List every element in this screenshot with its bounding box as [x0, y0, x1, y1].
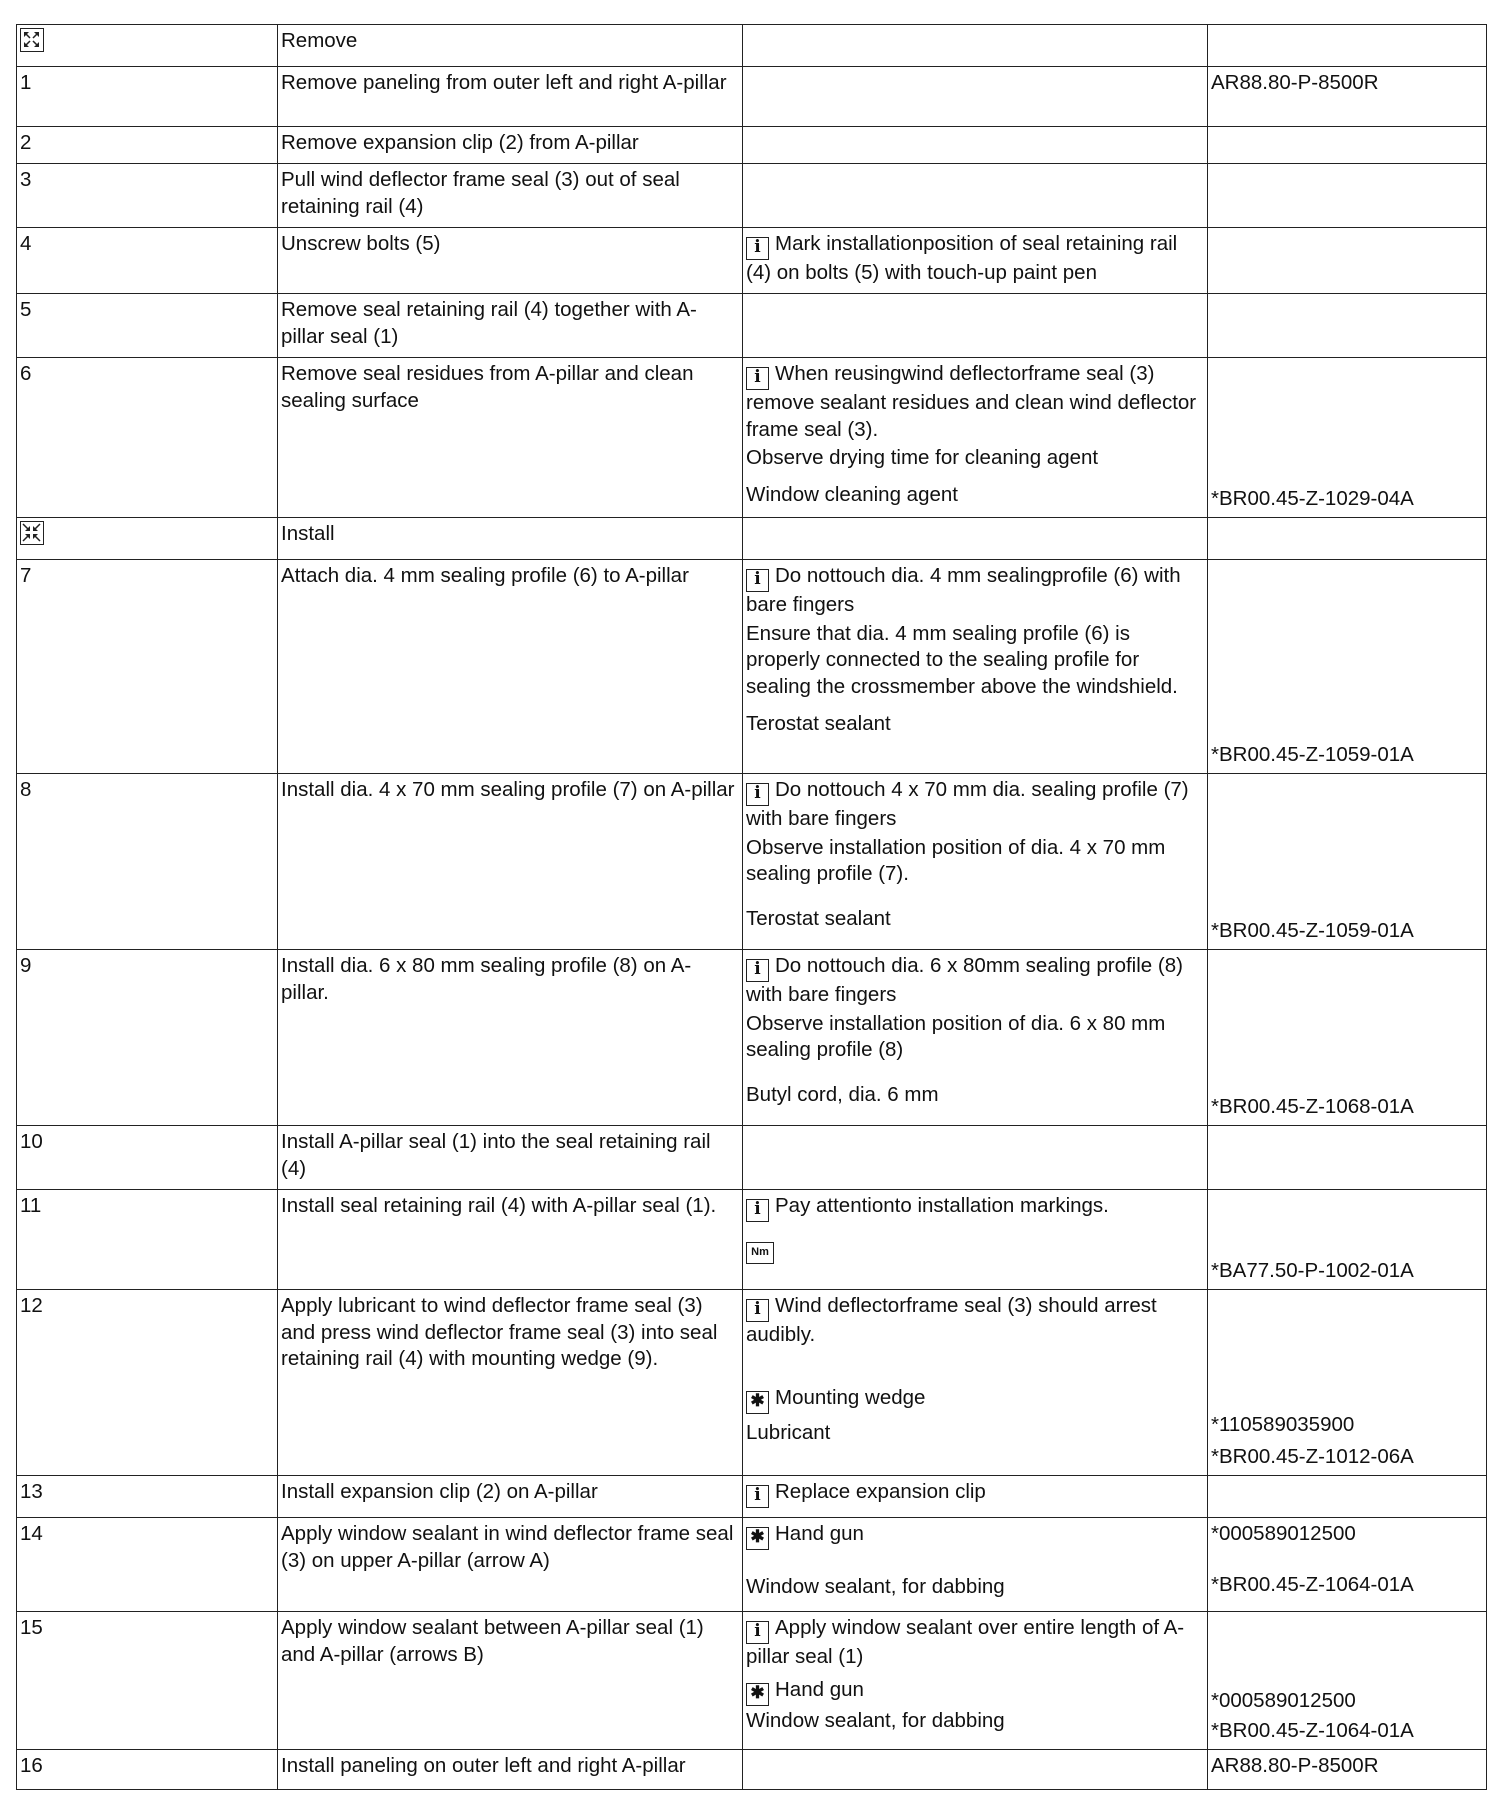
ref-link[interactable]: *000589012500	[1211, 1688, 1356, 1712]
table-row	[17, 25, 1487, 67]
step-cell	[17, 774, 278, 950]
note-text: Window sealant, for dabbing	[746, 1575, 1005, 1598]
notes-cell	[743, 358, 1208, 518]
step-cell	[17, 560, 278, 774]
note-text: Observe installation position of dia. 6 x 80 mm sealing profile (8)	[746, 1011, 1166, 1062]
refs-cell	[1208, 127, 1487, 164]
action-cell	[278, 1612, 743, 1750]
action-text: Remove seal residues from A-pillar and clean sealing surface	[281, 362, 694, 412]
action-text: Install expansion clip (2) on A-pillar	[281, 1480, 598, 1503]
action-cell	[278, 1290, 743, 1476]
note-text: Apply window sealant over entire length of A-pillar seal (1)	[746, 1616, 1185, 1668]
step-number: 10	[20, 1130, 43, 1153]
notes-cell	[743, 1518, 1208, 1612]
notes-cell	[743, 1290, 1208, 1476]
refs-cell	[1208, 67, 1487, 127]
step-number: 14	[20, 1522, 43, 1545]
note-text: Observe installation position of dia. 4 x 70 mm sealing profile (7).	[746, 835, 1166, 886]
procedure-sheet	[16, 24, 1486, 1790]
note-text: Window sealant, for dabbing	[746, 1708, 1005, 1732]
note	[746, 1082, 1204, 1109]
step-cell	[17, 358, 278, 518]
step-cell	[17, 518, 278, 560]
refs-cell	[1208, 294, 1487, 358]
note-text: Window cleaning agent	[746, 482, 958, 506]
action-text: Pull wind deflector frame seal (3) out of seal retaining rail (4)	[281, 168, 680, 218]
action-text: Apply window sealant between A-pillar seal (1) and A-pillar (arrows B)	[281, 1616, 704, 1666]
notes-cell	[743, 127, 1208, 164]
step-cell	[17, 228, 278, 294]
step-cell	[17, 1518, 278, 1612]
notes-cell	[743, 560, 1208, 774]
note-text: Mark installationposition of seal retaining rail (4) on bolts (5) with touch-up paint pen	[746, 232, 1178, 284]
table-row	[17, 950, 1487, 1126]
notes-cell	[743, 950, 1208, 1126]
step-number: 11	[20, 1194, 42, 1217]
action-cell	[278, 560, 743, 774]
action-cell	[278, 1518, 743, 1612]
table-row	[17, 1126, 1487, 1190]
refs-cell	[1208, 560, 1487, 774]
action-cell	[278, 25, 743, 67]
step-number: 2	[20, 131, 32, 154]
table-row	[17, 358, 1487, 518]
action-text: Install	[281, 522, 335, 545]
refs-cell	[1208, 228, 1487, 294]
note-text: Pay attentionto installation markings.	[775, 1194, 1109, 1217]
note-text: Do nottouch dia. 6 x 80mm sealing profile (8) with bare fingers	[746, 954, 1183, 1006]
action-cell	[278, 67, 743, 127]
notes-cell	[743, 25, 1208, 67]
step-number: 15	[20, 1616, 43, 1639]
note	[746, 1385, 1204, 1414]
notes-cell	[743, 1476, 1208, 1518]
note	[746, 1677, 1204, 1706]
refs-cell	[1208, 1518, 1487, 1612]
step-cell	[17, 294, 278, 358]
table-row	[17, 518, 1487, 560]
note	[746, 1420, 1204, 1447]
refs-cell	[1208, 1190, 1487, 1290]
info-icon: i	[746, 783, 769, 806]
action-text: Install dia. 6 x 80 mm sealing profile (8) on A-pillar.	[281, 954, 692, 1004]
action-cell	[278, 950, 743, 1126]
note-text: Mounting wedge	[775, 1385, 926, 1409]
step-cell	[17, 1190, 278, 1290]
action-text: Install A-pillar seal (1) into the seal retaining rail (4)	[281, 1130, 711, 1180]
table-row	[17, 67, 1487, 127]
action-text: Unscrew bolts (5)	[281, 232, 441, 255]
info-icon: i	[746, 569, 769, 592]
step-cell	[17, 1750, 278, 1790]
step-cell	[17, 127, 278, 164]
ref-link[interactable]: *000589012500	[1211, 1522, 1356, 1545]
step-cell	[17, 164, 278, 228]
note	[746, 953, 1204, 1009]
action-text: Attach dia. 4 mm sealing profile (6) to A-pillar	[281, 564, 689, 587]
note-text: Hand gun	[775, 1522, 864, 1545]
action-cell	[278, 1750, 743, 1790]
action-cell	[278, 127, 743, 164]
table-row	[17, 164, 1487, 228]
table-row	[17, 127, 1487, 164]
note	[746, 906, 1204, 933]
action-text: Install seal retaining rail (4) with A-pillar seal (1).	[281, 1194, 717, 1217]
note-text: Hand gun	[775, 1677, 864, 1701]
note	[746, 1479, 1204, 1508]
ref-link[interactable]: *BR00.45-Z-1064-01A	[1211, 1572, 1414, 1596]
step-number: 12	[20, 1294, 43, 1317]
step-cell	[17, 1476, 278, 1518]
ref-link[interactable]: *BR00.45-Z-1059-01A	[1211, 743, 1414, 767]
refs-cell	[1208, 1476, 1487, 1518]
action-text: Remove paneling from outer left and right A-pillar	[281, 71, 727, 94]
notes-cell	[743, 1750, 1208, 1790]
info-icon: i	[746, 959, 769, 982]
special-tool-icon: ✱	[746, 1683, 769, 1706]
table-row	[17, 1190, 1487, 1290]
table-row	[17, 1290, 1487, 1476]
notes-cell	[743, 294, 1208, 358]
step-number: 4	[20, 232, 32, 255]
note	[746, 1011, 1204, 1064]
table-row	[17, 1476, 1487, 1518]
action-cell	[278, 358, 743, 518]
action-cell	[278, 228, 743, 294]
note-text: Butyl cord, dia. 6 mm	[746, 1082, 939, 1106]
note	[746, 1574, 1204, 1601]
note-text: Do nottouch dia. 4 mm sealingprofile (6) with bare fingers	[746, 564, 1181, 616]
refs-cell	[1208, 358, 1487, 518]
refs-cell	[1208, 25, 1487, 67]
step-number: 13	[20, 1480, 43, 1503]
notes-cell	[743, 1190, 1208, 1290]
step-cell	[17, 1290, 278, 1476]
note	[746, 1293, 1204, 1349]
table-row	[17, 1750, 1487, 1790]
action-cell	[278, 518, 743, 560]
ref-link[interactable]: AR88.80-P-8500R	[1211, 1754, 1379, 1777]
refs-cell	[1208, 774, 1487, 950]
action-text: Remove seal retaining rail (4) together with A-pillar seal (1)	[281, 298, 697, 348]
action-text: Apply lubricant to wind deflector frame seal (3) and press wind deflector frame seal (3) into seal retaining rail (4) with mounting wedge (9).	[281, 1294, 718, 1371]
ref-link[interactable]: *BR00.45-Z-1029-04A	[1211, 487, 1414, 511]
step-number: 16	[20, 1754, 43, 1777]
notes-cell	[743, 1612, 1208, 1750]
step-cell	[17, 1126, 278, 1190]
notes-cell	[743, 228, 1208, 294]
info-icon: i	[746, 1299, 769, 1322]
info-icon: i	[746, 1621, 769, 1644]
note	[746, 1521, 1204, 1550]
refs-cell	[1208, 950, 1487, 1126]
action-cell	[278, 1126, 743, 1190]
notes-cell	[743, 518, 1208, 560]
ref-link[interactable]: *110589035900	[1211, 1412, 1355, 1436]
step-number: 8	[20, 778, 32, 801]
step-number: 9	[20, 954, 32, 977]
note	[746, 711, 1204, 738]
action-cell	[278, 774, 743, 950]
special-tool-icon: ✱	[746, 1527, 769, 1550]
info-icon: i	[746, 1485, 769, 1508]
step-number: 1	[20, 71, 32, 94]
table-row	[17, 294, 1487, 358]
step-cell	[17, 1612, 278, 1750]
note	[746, 777, 1204, 833]
action-text: Remove expansion clip (2) from A-pillar	[281, 131, 639, 154]
step-number: 7	[20, 564, 32, 587]
info-icon: i	[746, 237, 769, 260]
step-number: 3	[20, 168, 32, 191]
table-row	[17, 560, 1487, 774]
ref-link[interactable]: *BA77.50-P-1002-01A	[1211, 1259, 1414, 1283]
expand-arrows-icon	[20, 28, 44, 52]
action-cell	[278, 1190, 743, 1290]
refs-cell	[1208, 1290, 1487, 1476]
note	[746, 1193, 1204, 1222]
note-text: Observe drying time for cleaning agent	[746, 446, 1099, 470]
ref-link[interactable]: *BR00.45-Z-1059-01A	[1211, 919, 1414, 943]
note-text: When reusingwind deflectorframe seal (3) remove sealant residues and clean wind deflector frame seal (3).	[746, 362, 1197, 441]
torque-nm-icon: Nm	[746, 1242, 774, 1264]
note-text: Replace expansion clip	[775, 1480, 986, 1503]
table-row	[17, 1518, 1487, 1612]
refs-cell	[1208, 164, 1487, 228]
action-text: Install dia. 4 x 70 mm sealing profile (7) on A-pillar	[281, 778, 735, 801]
notes-cell	[743, 1126, 1208, 1190]
refs-cell	[1208, 1750, 1487, 1790]
note	[746, 1708, 1204, 1735]
note	[746, 835, 1204, 888]
note	[746, 1236, 1204, 1264]
table-row	[17, 774, 1487, 950]
note	[746, 482, 1204, 509]
ref-link[interactable]: *BR00.45-Z-1068-01A	[1211, 1095, 1414, 1119]
note-text: Terostat sealant	[746, 711, 891, 735]
note-text: Lubricant	[746, 1420, 831, 1444]
note-text: Ensure that dia. 4 mm sealing profile (6) is properly connected to the sealing profile for sealing the crossmember above the windshield.	[746, 621, 1178, 698]
step-number: 6	[20, 362, 32, 385]
note	[746, 563, 1204, 619]
refs-cell	[1208, 518, 1487, 560]
note	[746, 231, 1204, 287]
notes-cell	[743, 164, 1208, 228]
action-text: Install paneling on outer left and right A-pillar	[281, 1754, 686, 1777]
refs-cell	[1208, 1612, 1487, 1750]
note	[746, 361, 1204, 443]
table-row	[17, 1612, 1487, 1750]
table-row	[17, 228, 1487, 294]
procedure-table	[16, 24, 1487, 1790]
action-text: Apply window sealant in wind deflector frame seal (3) on upper A-pillar (arrow A)	[281, 1522, 734, 1572]
action-cell	[278, 294, 743, 358]
step-cell	[17, 950, 278, 1126]
step-cell	[17, 25, 278, 67]
note	[746, 621, 1204, 701]
ref-link[interactable]: AR88.80-P-8500R	[1211, 71, 1379, 94]
special-tool-icon: ✱	[746, 1391, 769, 1414]
refs-cell	[1208, 1126, 1487, 1190]
note-text: Do nottouch 4 x 70 mm dia. sealing profile (7) with bare fingers	[746, 778, 1189, 830]
note	[746, 445, 1204, 472]
notes-cell	[743, 774, 1208, 950]
info-icon: i	[746, 367, 769, 390]
info-icon: i	[746, 1199, 769, 1222]
step-cell	[17, 67, 278, 127]
action-text: Remove	[281, 29, 358, 52]
note-text: Wind deflectorframe seal (3) should arrest audibly.	[746, 1294, 1157, 1346]
ref-link[interactable]: *BR00.45-Z-1064-01A	[1211, 1719, 1414, 1743]
note-text: Terostat sealant	[746, 906, 891, 930]
step-number: 5	[20, 298, 32, 321]
compress-arrows-icon	[20, 521, 44, 545]
note	[746, 1615, 1204, 1671]
ref-link[interactable]: *BR00.45-Z-1012-06A	[1211, 1445, 1414, 1469]
action-cell	[278, 1476, 743, 1518]
notes-cell	[743, 67, 1208, 127]
action-cell	[278, 164, 743, 228]
